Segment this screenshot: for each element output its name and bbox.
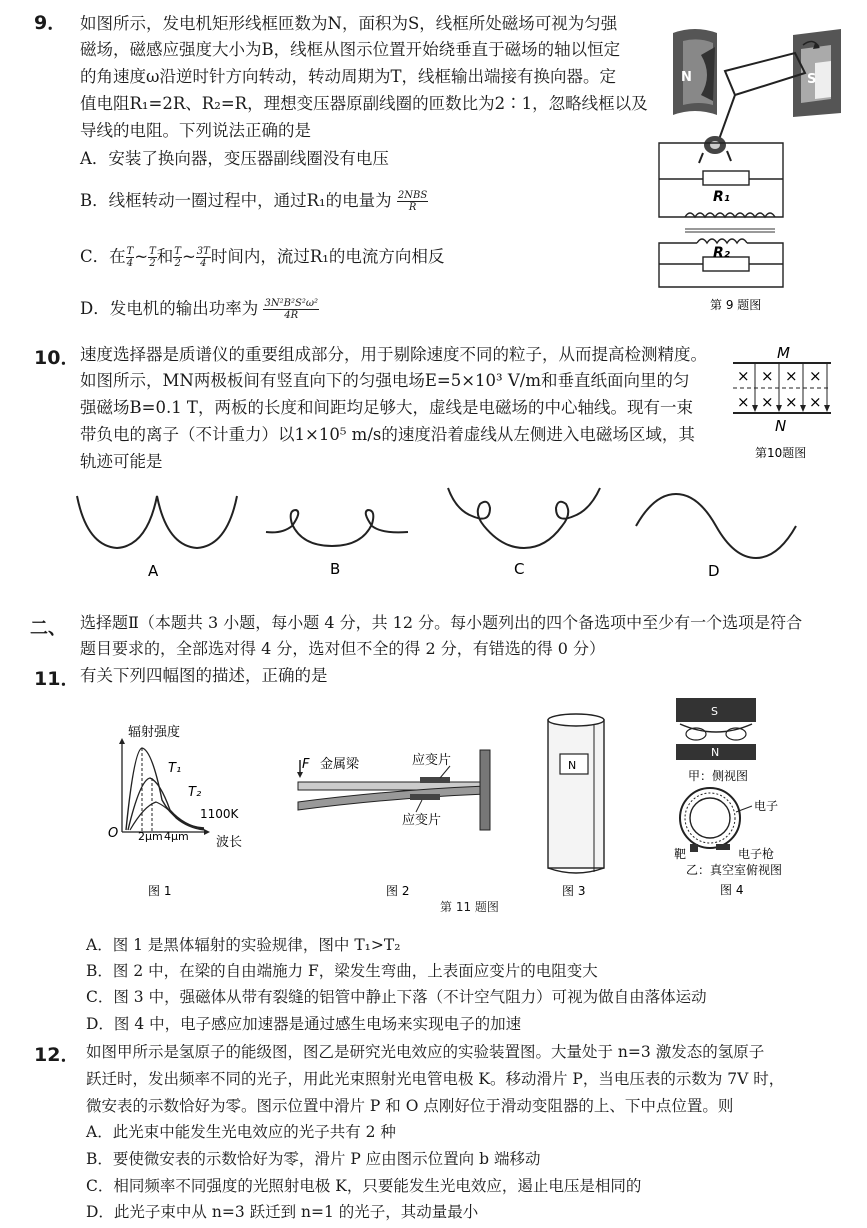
fig1-xlabel: 波长 bbox=[216, 835, 243, 850]
q9-stem-line-4: 值电阻R₁=2R、R₂=R，理想变压器原副线圈的匝数比为2∶1，忽略线框以及 bbox=[80, 94, 648, 113]
svg-text:×: × bbox=[785, 367, 798, 385]
q10-stem-line-1: 速度选择器是质谱仪的重要组成部分，用于剔除速度不同的粒子，从而提高检测精度。 bbox=[80, 345, 707, 364]
q9-option-d bbox=[80, 298, 319, 321]
q9-option-d-fraction bbox=[263, 298, 319, 321]
electron-gun-icon bbox=[716, 844, 730, 850]
q9-c-frac-4 bbox=[196, 246, 211, 269]
q9-c-frac-1 bbox=[126, 246, 135, 269]
question-10-number: 10． bbox=[34, 347, 80, 369]
q11-option-d: D．图 4 中，电子感应加速器是通过感生电场来实现电子的加速 bbox=[86, 1015, 522, 1033]
strain-gauge-bottom bbox=[410, 794, 440, 800]
q9-c-frac-1-den: 4 bbox=[126, 258, 134, 269]
q10-stem-line-4: 带负电的离子（不计重力）以1×10⁵ m/s的速度沿着虚线从左侧进入电磁场区域，其 bbox=[80, 425, 695, 444]
q10-stem-line-3: 强磁场B=0.1 T，两板的长度和间距均足够大，虚线是电磁场的中心轴线。现有一束 bbox=[80, 398, 693, 417]
q12-option-b: B．要使微安表的示数恰好为零，滑片 P 应由图示位置向 b 端移动 bbox=[86, 1150, 541, 1168]
q11-option-c: C．图 3 中，强磁体从带有裂缝的铝管中静止下落（不计空气阻力）可视为做自由落体运动 bbox=[86, 988, 707, 1006]
transformer-secondary-coil-icon bbox=[697, 239, 747, 243]
q9-c-frac-3-den: 2 bbox=[174, 258, 181, 269]
svg-text:×: × bbox=[809, 367, 822, 385]
trajectory-d bbox=[632, 486, 802, 580]
magnet-n-label: N bbox=[681, 70, 692, 85]
vacuum-chamber-inner bbox=[690, 798, 730, 838]
fig3-magnet-label: N bbox=[568, 759, 577, 772]
q11-stem: 有关下列四幅图的描述，正确的是 bbox=[80, 666, 328, 685]
q9-figure-caption: 第 9 题图 bbox=[710, 298, 762, 312]
trajectory-c bbox=[444, 480, 604, 576]
q9-c-frac-3 bbox=[173, 246, 182, 269]
q11-figure-caption: 第 11 题图 bbox=[440, 900, 499, 914]
q9-option-c-suffix: 时间内，流过R₁的电流方向相反 bbox=[210, 247, 445, 266]
q9-c-frac-1-num: T bbox=[126, 246, 134, 257]
fig1-t1-label: T₁ bbox=[168, 761, 182, 776]
q10-stem-line-2: 如图所示，MN两极板间有竖直向下的匀强电场E=5×10³ V/m和垂直纸面向里的匀 bbox=[80, 371, 690, 390]
q11-option-a: A．图 1 是黑体辐射的实验规律，图中 T₁>T₂ bbox=[86, 936, 401, 954]
svg-text:×: × bbox=[737, 393, 750, 411]
q9-option-c-prefix: C．在 bbox=[80, 247, 126, 266]
fig3-caption: 图 3 bbox=[562, 884, 586, 898]
r2-label: R₂ bbox=[713, 245, 730, 261]
q9-option-a: A．安装了换向器，变压器副线圈没有电压 bbox=[80, 149, 389, 168]
question-11-number: 11． bbox=[34, 668, 80, 690]
q10-field-figure bbox=[733, 345, 843, 465]
q9-c-frac-2-num: T bbox=[149, 246, 156, 257]
fig2-force-label: F bbox=[302, 757, 310, 772]
section-2-line-2: 题目要求的，全部选对得 4 分，选对但不全的得 2 分，有错选的得 0 分） bbox=[80, 639, 606, 658]
q11-option-b: B．图 2 中，在梁的自由端施力 F，梁发生弯曲，上表面应变片的电阻变大 bbox=[86, 962, 598, 980]
q9-stem-line-2: 磁场，磁感应强度大小为B，线框从图示位置开始绕垂直于磁场的轴以恒定 bbox=[80, 40, 621, 59]
fig4-n-label: N bbox=[711, 746, 720, 759]
plate-m-label: M bbox=[777, 344, 790, 362]
trajectory-c-label: C bbox=[514, 560, 525, 578]
fig4-caption: 图 4 bbox=[720, 883, 744, 897]
section-2-number: 二、 bbox=[30, 618, 66, 639]
beam-fixed-wall bbox=[480, 750, 490, 830]
fig4-side-view-label: 甲：侧视图 bbox=[688, 769, 749, 783]
fig1-1100k-label: 1100K bbox=[200, 807, 239, 821]
fig2-gauge-bottom-label: 应变片 bbox=[402, 813, 442, 828]
q9-option-b-denominator: R bbox=[408, 202, 417, 213]
q9-c-frac-2 bbox=[148, 246, 157, 269]
trajectory-a bbox=[72, 486, 242, 580]
trajectory-b bbox=[262, 486, 412, 576]
q12-stem-line-2: 跃迁时，发出频率不同的光子，用此光束照射光电管电极 K。移动滑片 P，当电压表的示数为 7V 时， bbox=[86, 1070, 785, 1088]
q9-option-b-fraction bbox=[397, 190, 428, 213]
q10-stem-line-5: 轨迹可能是 bbox=[80, 452, 163, 471]
fig4-gun-label: 电子枪 bbox=[738, 847, 775, 861]
q11-figure-3-aluminum-tube bbox=[538, 712, 618, 902]
q9-stem-line-1: 如图所示，发电机矩形线框匝数为N，面积为S，线框所处磁场可视为匀强 bbox=[80, 14, 618, 33]
magnet-north-icon bbox=[673, 29, 717, 115]
trajectory-a-label: A bbox=[148, 562, 159, 580]
vacuum-chamber-outer bbox=[680, 788, 740, 848]
q12-option-a: A．此光束中能发生光电效应的光子共有 2 种 bbox=[86, 1123, 396, 1141]
q11-figure-4-betatron bbox=[652, 694, 812, 904]
fig1-4um-label: 4μm bbox=[164, 830, 189, 843]
resistor-r1-icon bbox=[703, 171, 749, 185]
q9-generator-figure bbox=[655, 25, 855, 325]
q9-c-frac-2-den: 2 bbox=[149, 258, 156, 269]
fig4-s-label: S bbox=[711, 705, 718, 718]
question-9-number: 9． bbox=[34, 12, 67, 34]
svg-text:×: × bbox=[785, 393, 798, 411]
svg-text:×: × bbox=[809, 393, 822, 411]
q9-c-frac-3-num: T bbox=[174, 246, 181, 257]
q12-option-c: C．相同频率不同强度的光照射电极 K，只要能发生光电效应，遏止电压是相同的 bbox=[86, 1177, 642, 1195]
q9-c-dash-1: ~ bbox=[134, 247, 149, 266]
q9-c-and: 和 bbox=[156, 247, 174, 266]
q9-c-frac-4-num: 3T bbox=[196, 246, 210, 257]
q9-option-d-text: D．发电机的输出功率为 bbox=[80, 299, 259, 318]
q12-stem-line-1: 如图甲所示是氢原子的能级图，图乙是研究光电效应的实验装置图。大量处于 n=3 激发态的氢原子 bbox=[86, 1043, 765, 1061]
strain-gauge-top bbox=[420, 777, 450, 783]
fig1-2um-label: 2μm bbox=[138, 830, 163, 843]
electron-orbit bbox=[685, 793, 735, 843]
q12-stem-line-3: 微安表的示数恰好为零。图示位置中滑片 P 和 O 点刚好位于滑动变阻器的上、下中点位置。则 bbox=[86, 1097, 734, 1115]
plate-n-label: N bbox=[775, 417, 787, 435]
trajectory-c-curve bbox=[448, 488, 600, 548]
fig1-ylabel: 辐射强度 bbox=[128, 725, 181, 740]
q9-c-dash-2: ~ bbox=[181, 247, 196, 266]
r1-label: R₁ bbox=[713, 189, 730, 205]
fig1-t2-label: T₂ bbox=[188, 785, 202, 800]
q10-figure-caption: 第10题图 bbox=[755, 446, 807, 460]
fig4-top-view-label: 乙：真空室俯视图 bbox=[686, 863, 783, 877]
trajectory-b-curve bbox=[266, 510, 408, 546]
svg-text:×: × bbox=[737, 367, 750, 385]
q9-option-d-numerator: 3N²B²S²ω² bbox=[264, 298, 318, 309]
trajectory-d-label: D bbox=[708, 562, 720, 580]
q11-figure-1-blackbody bbox=[108, 720, 278, 900]
fig2-caption: 图 2 bbox=[386, 884, 410, 898]
tube-body bbox=[548, 720, 604, 868]
fig1-origin-label: O bbox=[108, 826, 119, 841]
q11-figure-2-strain-gauge bbox=[290, 750, 510, 900]
fig2-gauge-top-label: 应变片 bbox=[412, 753, 452, 768]
q9-option-c bbox=[80, 246, 444, 269]
svg-text:×: × bbox=[761, 393, 774, 411]
svg-text:×: × bbox=[761, 367, 774, 385]
q9-stem-line-3: 的角速度ω沿逆时针方向转动，转动周期为T，线框输出端接有换向器。定 bbox=[80, 67, 616, 86]
fig1-caption: 图 1 bbox=[148, 884, 172, 898]
q9-option-b-numerator: 2NBS bbox=[397, 190, 428, 201]
magnet-s-label: S bbox=[807, 72, 817, 87]
magnet-south-icon bbox=[793, 29, 841, 117]
section-2-line-1: 选择题Ⅱ（本题共 3 小题，每小题 4 分，共 12 分。每小题列出的四个备选项中至少有一个选项是符合 bbox=[80, 613, 803, 632]
trajectory-d-curve bbox=[636, 494, 796, 558]
q9-option-b bbox=[80, 190, 428, 213]
question-12-number: 12． bbox=[34, 1044, 80, 1066]
fig2-beam-label: 金属梁 bbox=[320, 757, 360, 772]
fig4-electron-label: 电子 bbox=[754, 799, 779, 813]
q9-c-frac-4-den: 4 bbox=[200, 258, 207, 269]
q12-option-d: D．此光子束中从 n=3 跃迁到 n=1 的光子，其动量最小 bbox=[86, 1203, 479, 1221]
q9-stem-line-5: 导线的电阻。下列说法正确的是 bbox=[80, 121, 311, 140]
q9-option-b-text: B．线框转动一圈过程中，通过R₁的电量为 bbox=[80, 191, 392, 210]
q9-option-d-denominator: 4R bbox=[284, 310, 299, 321]
trajectory-b-label: B bbox=[330, 560, 341, 578]
target-icon bbox=[690, 844, 698, 852]
fig4-target-label: 靶 bbox=[674, 847, 687, 861]
trajectory-a-curve bbox=[77, 496, 237, 548]
